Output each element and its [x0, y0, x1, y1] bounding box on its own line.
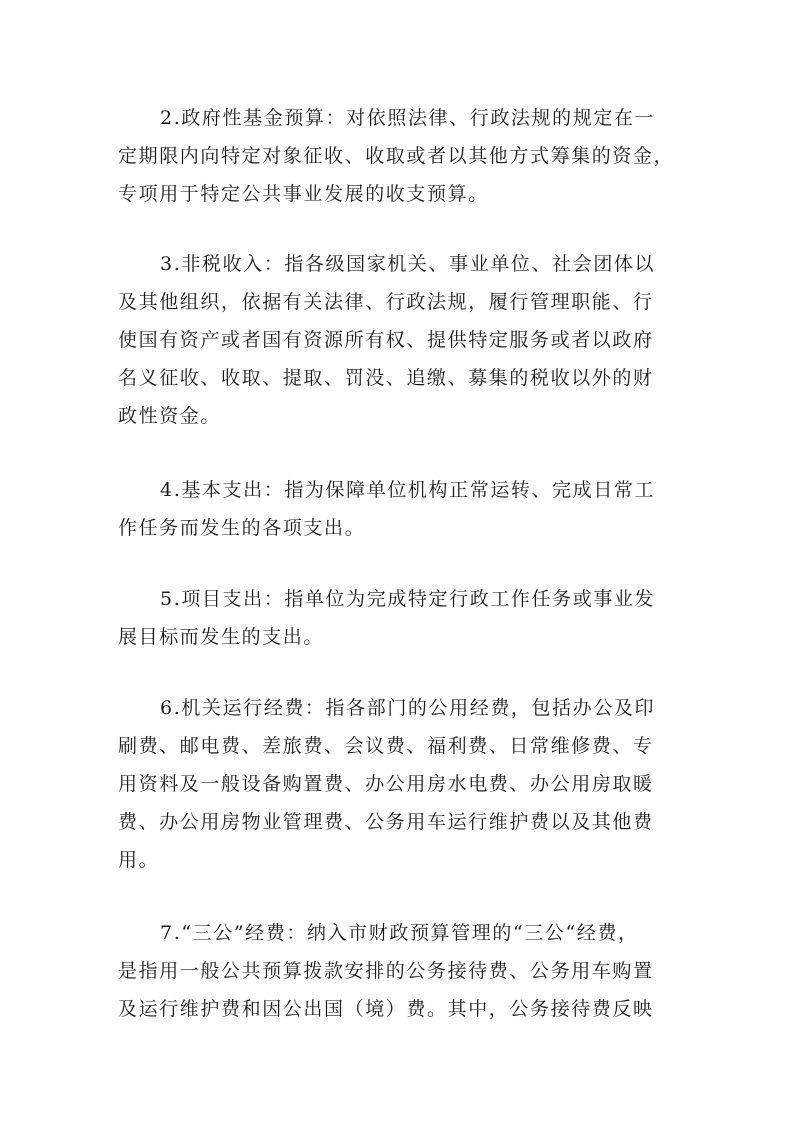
text-line: 展目标而发生的支出。 [118, 626, 325, 648]
text-line: 费、办公用房物业管理费、公务用车运行维护费以及其他费 [118, 811, 654, 833]
paragraph-agency-operating-funds [118, 689, 688, 879]
text-line: 2.政府性基金预算：对依照法律、行政法规的规定在一 [160, 107, 656, 129]
text-line: 7.“三公”经费：纳入市财政预算管理的“三公“经费， [160, 922, 639, 944]
paragraph-basic-expenditure [118, 471, 688, 547]
paragraph-project-expenditure [118, 580, 688, 656]
text-line: 名义征收、收取、提取、罚没、追缴、募集的税收以外的财 [118, 367, 654, 389]
text-line: 使国有资产或者国有资源所有权、提供特定服务或者以政府 [118, 329, 654, 351]
text-line: 及运行维护费和因公出国（境）费。其中，公务接待费反映 [118, 998, 654, 1020]
text-line: 定期限内向特定对象征收、收取或者以其他方式筹集的资金， [118, 145, 675, 167]
text-line: 专项用于特定公共事业发展的收支预算。 [118, 183, 489, 205]
text-line: 用资料及一般设备购置费、办公用房水电费、办公用房取暖 [118, 773, 654, 795]
text-line: 是指用一般公共预算拨款安排的公务接待费、公务用车购置 [118, 960, 654, 982]
text-line: 5.项目支出：指单位为完成特定行政工作任务或事业发 [160, 588, 656, 610]
text-line: 作任务而发生的各项支出。 [118, 517, 366, 539]
text-line: 政性资金。 [118, 405, 222, 427]
paragraph-three-public-expenses [118, 914, 688, 1028]
text-line: 6.机关运行经费：指各部门的公用经费，包括办公及印 [160, 697, 656, 719]
paragraph-non-tax-revenue [118, 245, 688, 435]
text-line: 刷费、邮电费、差旅费、会议费、福利费、日常维修费、专 [118, 735, 654, 757]
text-line: 4.基本支出：指为保障单位机构正常运转、完成日常工 [160, 479, 656, 501]
paragraph-government-fund-budget [118, 99, 688, 213]
text-line: 3.非税收入：指各级国家机关、事业单位、社会团体以 [160, 253, 656, 275]
text-line: 用。 [118, 849, 160, 871]
text-line: 及其他组织，依据有关法律、行政法规，履行管理职能、行 [118, 291, 654, 313]
